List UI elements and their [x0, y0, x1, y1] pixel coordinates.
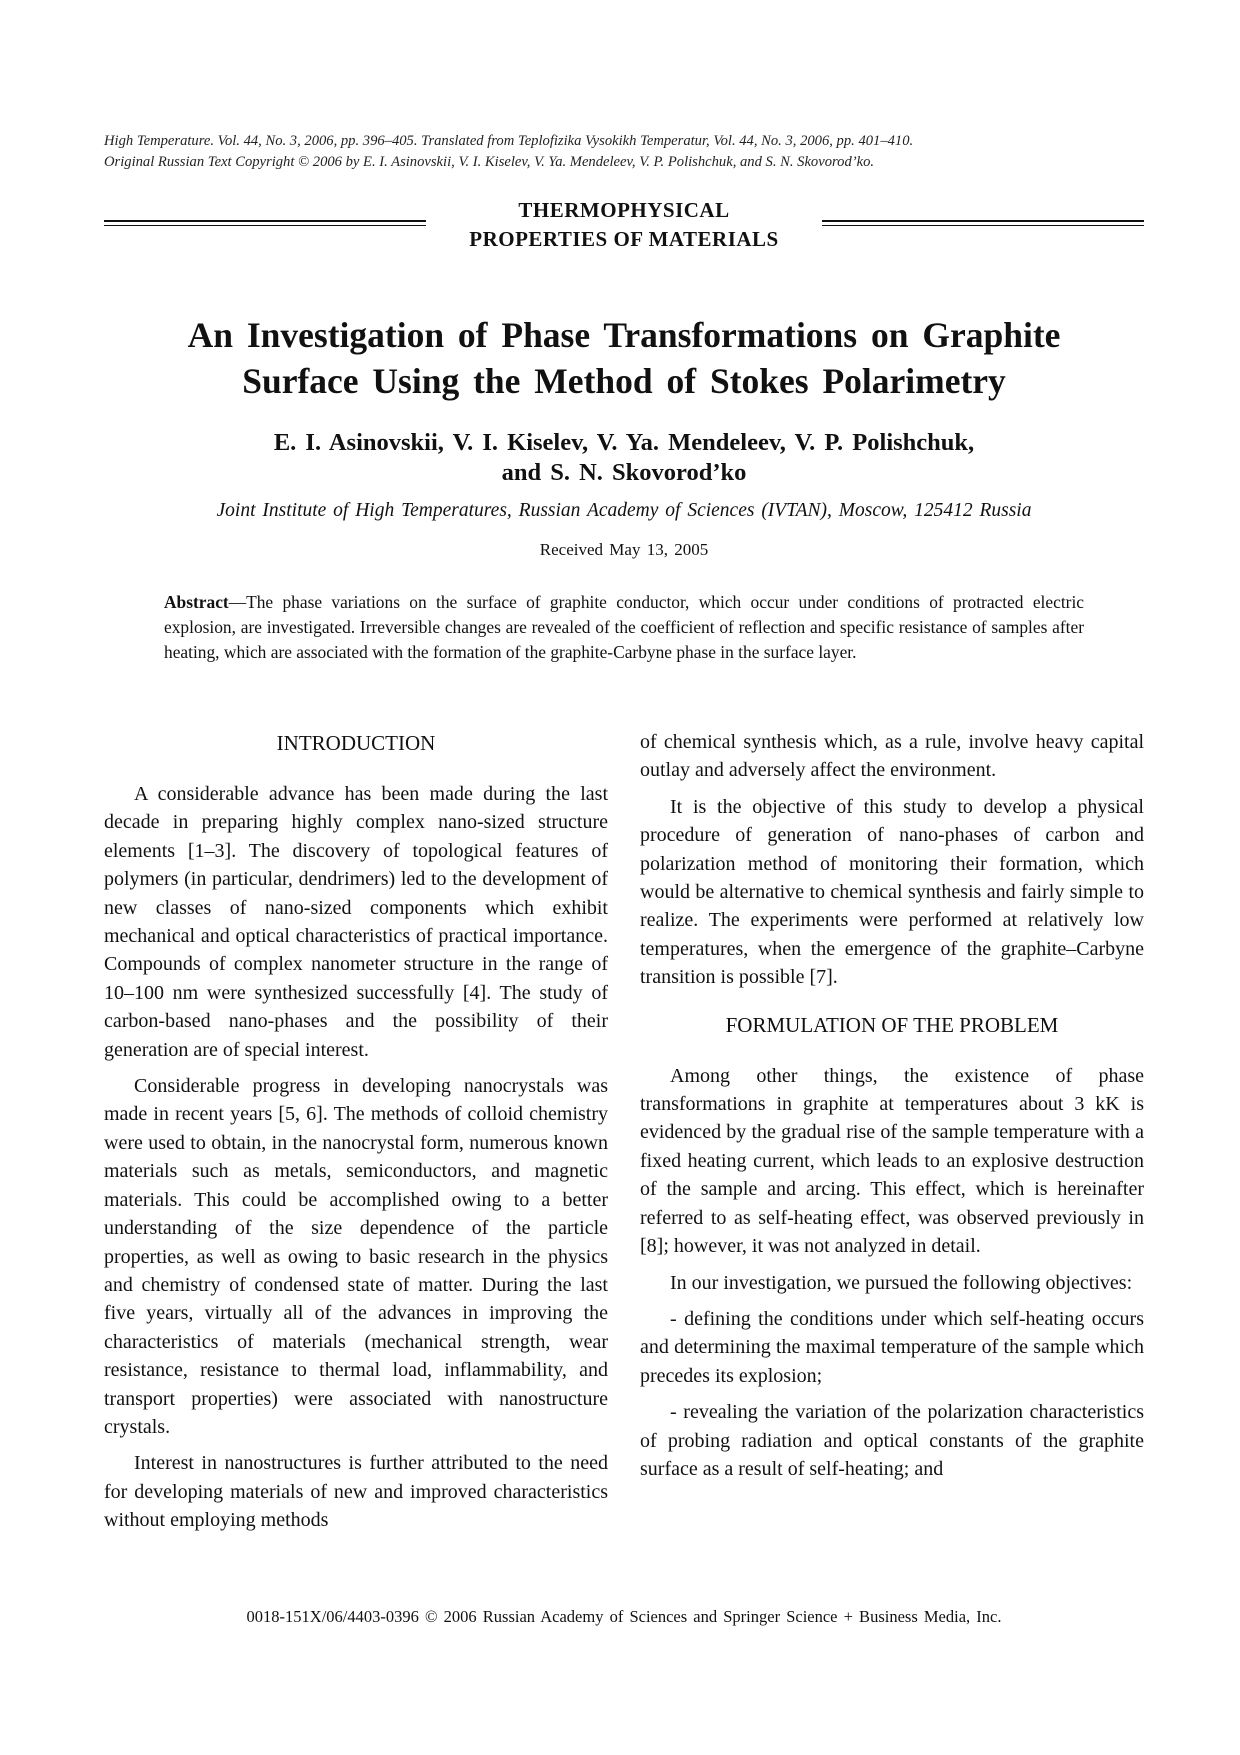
section-banner-title: [434, 196, 814, 254]
affiliation: Joint Institute of High Temperatures, Russian Academy of Sciences (IVTAN), Moscow, 125412 Russia: [216, 500, 1032, 521]
authors-line-2: and S. N. Skovorod’ko: [501, 459, 747, 486]
running-head-copyright: Original Russian Text Copyright © 2006 by E. I. Asinovskii, V. I. Kiselev, V. Ya. Mendeleev, V. P. Polishchuk, and S. N. Skovorod’ko.: [104, 154, 875, 170]
intro-paragraph-continuation: of chemical synthesis which, as a rule, involve heavy capital outlay and adversely affect the environment.: [640, 731, 1144, 782]
paper-title-line-1: An Investigation of Phase Transformations on Graphite: [187, 315, 1061, 355]
authors-line-1: E. I. Asinovskii, V. I. Kiselev, V. Ya. Mendeleev, V. P. Polishchuk,: [273, 429, 975, 456]
intro-paragraph-2: Considerable progress in developing nanocrystals was made in recent years [5, 6]. The methods of colloid chemistry were used to obtain, in the nanocrystal form, numerous known materials such as metals, semiconductors, and magnetic materials. This could be accomplished owing to a better understanding of the size dependence of the particle properties, as well as owing to basic research in the physics and chemistry of condensed state of matter. During the last five years, virtually all of the advances in improving the characteristics of materials (mechanical strength, wear resistance, resistance to thermal load, inflammability, and transport properties) were associated with nanostructure crystals.: [104, 1075, 608, 1438]
objective-paragraph: It is the objective of this study to develop a physical procedure of generation of nano-phases of carbon and polarization method of monitoring their formation, which would be alternative to chemical synthesis and fairly simple to realize. The experiments were performed at relatively low temperatures, when the emergence of the graphite–Carbyne transition is possible [7].: [640, 795, 1144, 989]
abstract-label: Abstract: [164, 592, 229, 612]
authors: [104, 428, 1144, 488]
objective-list-item-2: - revealing the variation of the polarization characteristics of probing radiation and optical constants of the graphite surface as a result of self-heating; and: [640, 1401, 1144, 1480]
copyright-footer: 0018-151X/06/4403-0396 © 2006 Russian Academy of Sciences and Springer Science + Business Media, Inc.: [246, 1607, 1002, 1626]
right-column: [640, 728, 1144, 1491]
left-column: [104, 728, 608, 1543]
section-banner: [104, 196, 1144, 256]
paper-title: [104, 312, 1144, 404]
formulation-paragraph-2: In our investigation, we pursued the following objectives:: [670, 1271, 1133, 1294]
objective-list-item-1: - defining the conditions under which self-heating occurs and determining the maximal temperature of the sample which precedes its explosion;: [640, 1307, 1144, 1387]
abstract-text: —The phase variations on the surface of graphite conductor, which occur under conditions of protracted electric explosion, are investigated. Irreversible changes are revealed of the coefficient of reflection and specific resistance of samples after heating, which are associated with the formation of the graphite-Carbyne phase in the surface layer.: [164, 592, 1084, 662]
running-head: [104, 131, 1144, 173]
paper-title-line-2: Surface Using the Method of Stokes Polarimetry: [242, 361, 1006, 401]
section-banner-line-2: PROPERTIES OF MATERIALS: [469, 227, 779, 251]
formulation-paragraph-1: Among other things, the existence of phase transformations in graphite at temperatures about 3 kK is evidenced by the gradual rise of the sample temperature with a fixed heating current, which leads to an explosive destruction of the sample and arcing. This effect, which is hereinafter referred to as self-heating effect, was observed previously in [8]; however, it was not analyzed in detail.: [640, 1064, 1144, 1258]
introduction-heading: INTRODUCTION: [276, 731, 436, 755]
section-banner-line-1: THERMOPHYSICAL: [518, 198, 730, 222]
banner-rule-left: [104, 220, 426, 226]
running-head-citation: High Temperature. Vol. 44, No. 3, 2006, pp. 396–405. Translated from Teplofizika Vysokikh Temperatur, Vol. 44, No. 3, 2006, pp. 401–410.: [104, 133, 914, 149]
formulation-heading: FORMULATION OF THE PROBLEM: [725, 1012, 1059, 1037]
intro-paragraph-3: Interest in nanostructures is further attributed to the need for developing materials of new and improved characteristics without employing methods: [104, 1452, 608, 1532]
banner-rule-right: [822, 220, 1144, 226]
intro-paragraph-1: A considerable advance has been made during the last decade in preparing highly complex nano-sized structure elements [1–3]. The discovery of topological features of polymers (in particular, dendrimers) led to the development of new classes of nano-sized components which exhibit mechanical and optical characteristics of practical importance. Compounds of complex nanometer structure in the range of 10–100 nm were synthesized successfully [4]. The study of carbon-based nano-phases and the possibility of their generation are of special interest.: [104, 783, 608, 1061]
received-date: Received May 13, 2005: [539, 540, 709, 559]
abstract: [164, 590, 1084, 665]
